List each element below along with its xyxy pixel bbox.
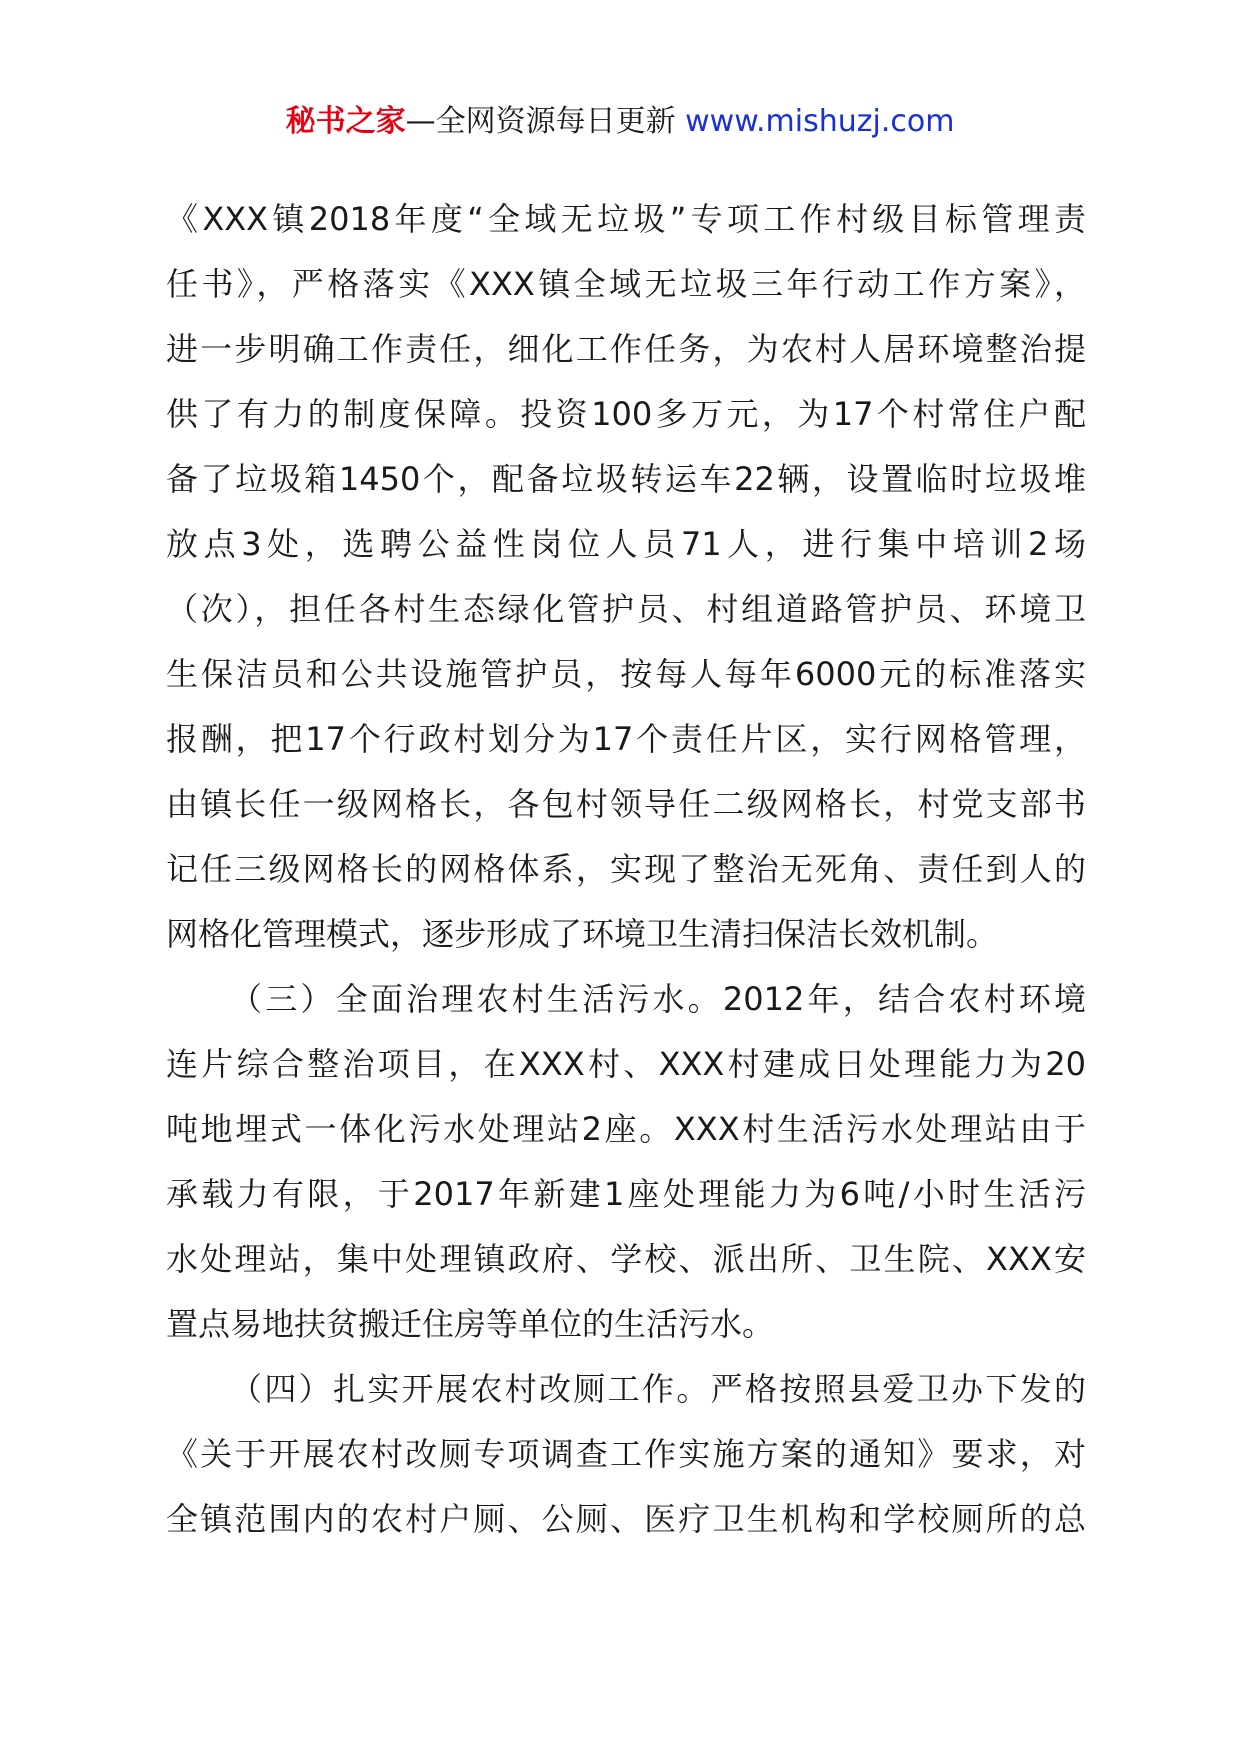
text-line: 生保洁员和公共设施管护员，按每人每年6000元的标准落实 bbox=[166, 655, 1086, 693]
text-line: 《XXX镇2018年度“全域无垃圾”专项工作村级目标管理责 bbox=[166, 200, 1086, 238]
section-heading-line: （四）扎实开展农村改厕工作。严格按照县爱卫办下发的 bbox=[230, 1370, 1086, 1408]
text-line: （次），担任各村生态绿化管护员、村组道路管护员、环境卫 bbox=[166, 590, 1086, 628]
header-brand: 秘书之家 bbox=[285, 104, 406, 139]
text-line: 记任三级网格长的网格体系，实现了整治无死角、责任到人的 bbox=[166, 850, 1086, 888]
text-line: 全镇范围内的农村户厕、公厕、医疗卫生机构和学校厕所的总 bbox=[166, 1500, 1086, 1538]
text-line: 供了有力的制度保障。投资100多万元，为17个村常住户配 bbox=[166, 395, 1086, 433]
page-header bbox=[0, 100, 1240, 144]
text-line: 水处理站，集中处理镇政府、学校、派出所、卫生院、XXX安 bbox=[166, 1240, 1086, 1278]
text-line: 置点易地扶贫搬迁住房等单位的生活污水。 bbox=[166, 1305, 775, 1343]
header-url-link[interactable]: www.mishuzj.com bbox=[685, 104, 955, 139]
text-line: 连片综合整治项目，在XXX村、XXX村建成日处理能力为20 bbox=[166, 1045, 1086, 1083]
text-line: 由镇长任一级网格长，各包村领导任二级网格长，村党支部书 bbox=[166, 785, 1086, 823]
text-line: 任书》，严格落实《XXX镇全域无垃圾三年行动工作方案》， bbox=[166, 265, 1086, 303]
document-body bbox=[166, 187, 1086, 1552]
text-line: 网格化管理模式，逐步形成了环境卫生清扫保洁长效机制。 bbox=[166, 915, 999, 953]
text-line: 放点3处，选聘公益性岗位人员71人，进行集中培训2场 bbox=[166, 525, 1086, 563]
text-line: 报酬，把17个行政村划分为17个责任片区，实行网格管理， bbox=[166, 720, 1086, 758]
text-line: 承载力有限，于2017年新建1座处理能力为6吨/小时生活污 bbox=[166, 1175, 1086, 1213]
text-line: 《关于开展农村改厕专项调查工作实施方案的通知》要求，对 bbox=[166, 1435, 1086, 1473]
section-heading-line: （三）全面治理农村生活污水。2012年，结合农村环境 bbox=[230, 980, 1086, 1018]
header-tagline: —全网资源每日更新 bbox=[405, 104, 686, 139]
text-line: 备了垃圾箱1450个，配备垃圾转运车22辆，设置临时垃圾堆 bbox=[166, 460, 1086, 498]
text-line: 吨地埋式一体化污水处理站2座。XXX村生活污水处理站由于 bbox=[166, 1110, 1086, 1148]
text-line: 进一步明确工作责任，细化工作任务，为农村人居环境整治提 bbox=[166, 330, 1086, 368]
